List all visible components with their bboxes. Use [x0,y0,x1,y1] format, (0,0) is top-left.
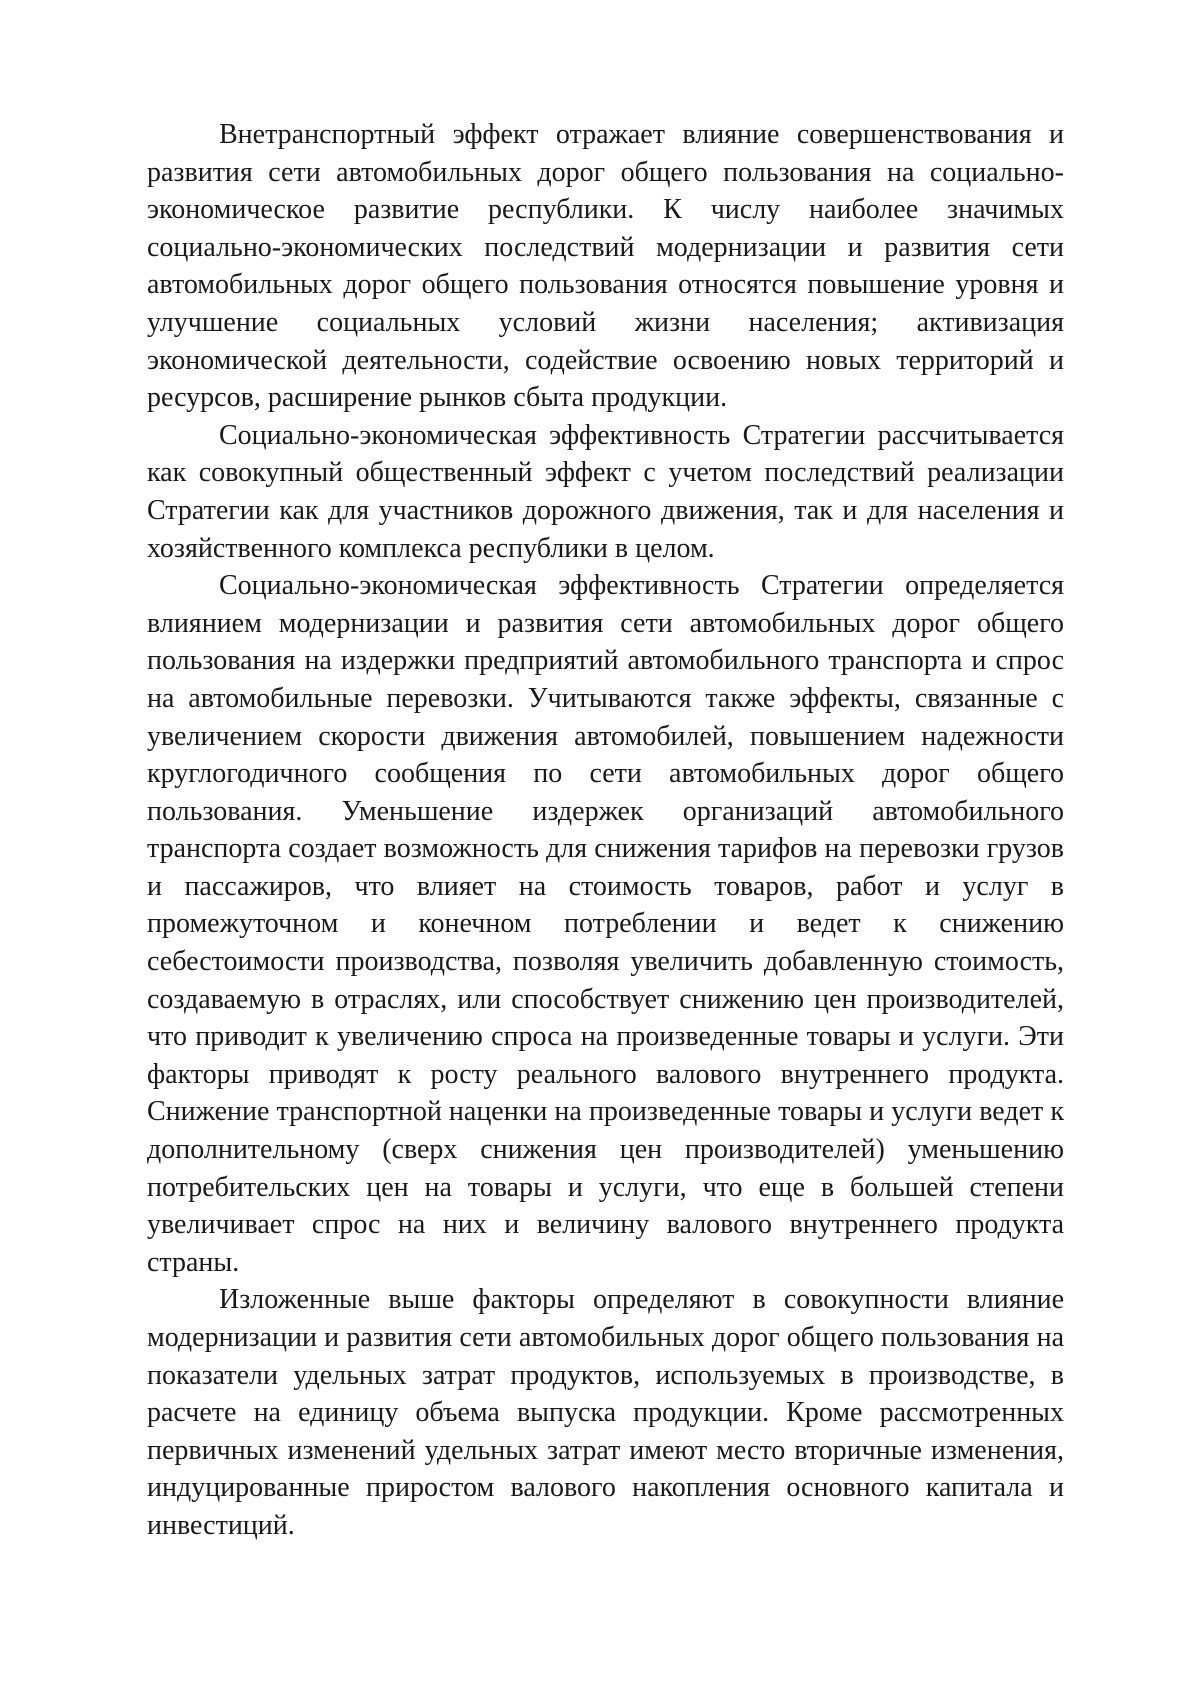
paragraph-social-economic-efficiency: Социально-экономическая эффективность Стратегии рассчитывается как совокупный общественный эффект с учетом последствий реализации Стратегии как для участников дорожного движения, так и для населения и хозяйственного комплекса республики в целом. [147,419,1064,564]
document-body [147,116,1064,1545]
paragraph-external-effect: Внетранспортный эффект отражает влияние совершенствования и развития сети автомобильных дорог общего пользования на социально-экономическое развитие республики. К числу наиболее значимых социально-экономических последствий модернизации и развития сети автомобильных дорог общего пользования относятся повышение уровня и улучшение социальных условий жизни населения; активизация экономической деятельности, содействие освоению новых территорий и ресурсов, расширение рынков сбыта продукции. [147,119,1064,414]
paragraph-unit-cost-impact: Изложенные выше факторы определяют в совокупности влияние модернизации и развития сети автомобильных дорог общего пользования на показатели удельных затрат продуктов, используемых в производстве, в расчете на единицу объема выпуска продукции. Кроме рассмотренных первичных изменений удельных затрат имеют место вторичные изменения, индуцированные приростом валового накопления основного капитала и инвестиций. [147,1284,1064,1541]
paragraph-efficiency-factors: Социально-экономическая эффективность Стратегии определяется влиянием модернизации и развития сети автомобильных дорог общего пользования на издержки предприятий автомобильного транспорта и спрос на автомобильные перевозки. Учитываются также эффекты, связанные с увеличением скорости движения автомобилей, повышением надежности круглогодичного сообщения по сети автомобильных дорог общего пользования. Уменьшение издержек организаций автомобильного транспорта создает возможность для снижения тарифов на перевозки грузов и пассажиров, что влияет на стоимость товаров, работ и услуг в промежуточном и конечном потреблении и ведет к снижению себестоимости производства, позволяя увеличить добавленную стоимость, создаваемую в отраслях, или способствует снижению цен производителей, что приводит к увеличению спроса на произведенные товары и услуги. Эти факторы приводят к росту реального валового внутреннего продукта. Снижение транспортной наценки на произведенные товары и услуги ведет к дополнительному (сверх снижения цен производителей) уменьшению потребительских цен на товары и услуги, что еще в большей степени увеличивает спрос на них и величину валового внутреннего продукта страны. [147,570,1064,1278]
